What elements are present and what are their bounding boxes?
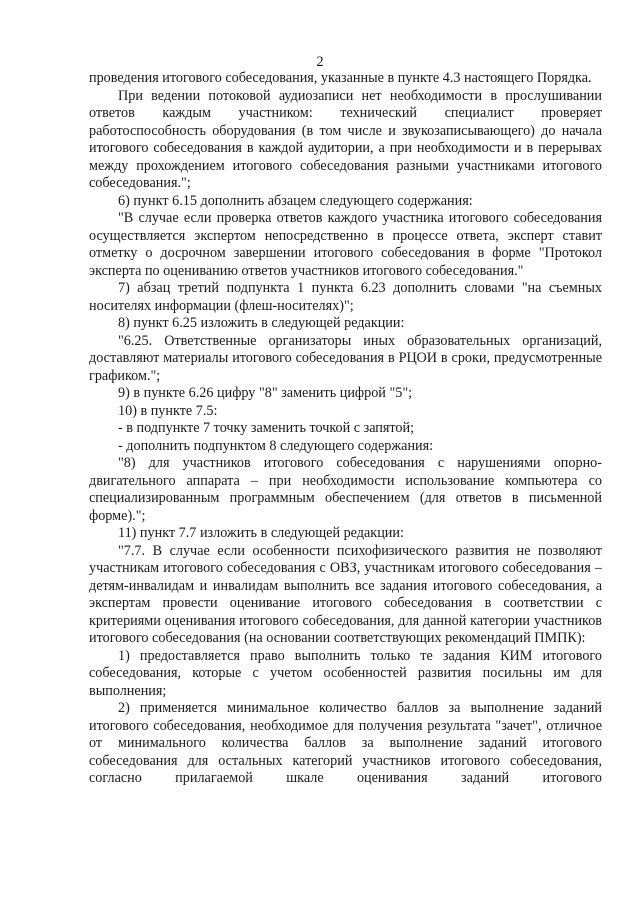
paragraph-item-11: 11) пункт 7.7 изложить в следующей редакции: [118, 525, 404, 541]
paragraph-audio-recording: При ведении потоковой аудиозаписи нет необходимости в прослушивании ответов каждым участником: технический специалист проверяет работоспособность оборудования (в том числе и звукозаписывающего) до начала итогового собеседования в каждой аудитории, а при необходимости и в перерывах между прохождением итогового собеседования разными участниками итогового собеседования."; [89, 87, 602, 191]
paragraph-item-9: 9) в пункте 6.26 цифру "8" заменить цифрой "5"; [118, 385, 413, 401]
document-body [89, 70, 602, 788]
page-number: 2 [316, 54, 324, 70]
paragraph-item-6: 6) пункт 6.15 дополнить абзацем следующего содержания: [118, 192, 473, 209]
paragraph-item-7: 7) абзац третий подпункта 1 пункта 6.23 дополнить словами "на съемных носителях информации (флеш-носителях)"; [89, 280, 602, 314]
paragraph-subitem-1: 1) предоставляется право выполнить только те задания КИМ итогового собеседования, которые с учетом особенностей развития посильны им для выполнения; [89, 647, 602, 699]
paragraph-item-10-dash-1: - в подпункте 7 точку заменить точкой с запятой; [118, 420, 415, 436]
paragraph-subitem-2: 2) применяется минимальное количество баллов за выполнение заданий итогового собеседования, необходимое для получения результата "зачет", отличное от минимального количества баллов за выполнение заданий итогового собеседования для остальных категорий участников итогового собеседования, согласно прилагаемой шкале оценивания заданий итогового [89, 700, 602, 786]
paragraph-item-8-text: "6.25. Ответственные организаторы иных образовательных организаций, доставляют материалы итогового собеседования в РЦОИ в сроки, предусмотренные графиком."; [89, 332, 602, 384]
paragraph-continuation: проведения итогового собеседования, указанные в пункте 4.3 настоящего Порядка. [89, 70, 592, 86]
paragraph-item-8: 8) пункт 6.25 изложить в следующей редакции: [118, 315, 405, 331]
paragraph-item-10-dash-2: - дополнить подпунктом 8 следующего содержания: [118, 437, 434, 454]
paragraph-item-11-text: "7.7. В случае если особенности психофизического развития не позволяют участникам итогового собеседования с ОВЗ, участникам итогового собеседования – детям-инвалидам и инвалидам выполнить все задания итогового собеседования, а экспертам провести оценивание итогового собеседования в соответствии с критериями оценивания итогового собеседования, для данной категории участников итогового собеседования (на основании соответствующих рекомендаций ПМПК): [89, 542, 602, 646]
paragraph-item-10: 10) в пункте 7.5: [118, 402, 218, 419]
paragraph-item-6-text: "В случае если проверка ответов каждого участника итогового собеседования осуществляется экспертом непосредственно в процессе ответа, эксперт ставит отметку о досрочном завершении итогового собеседования в форме "Протокол эксперта по оцениванию ответов участников итогового собеседования." [89, 210, 602, 279]
paragraph-item-10-text: "8) для участников итогового собеседования с нарушениями опорно-двигательного аппарата – при необходимости использование компьютера со специализированным программным обеспечением (для ответов в письменной форме)."; [89, 455, 602, 524]
